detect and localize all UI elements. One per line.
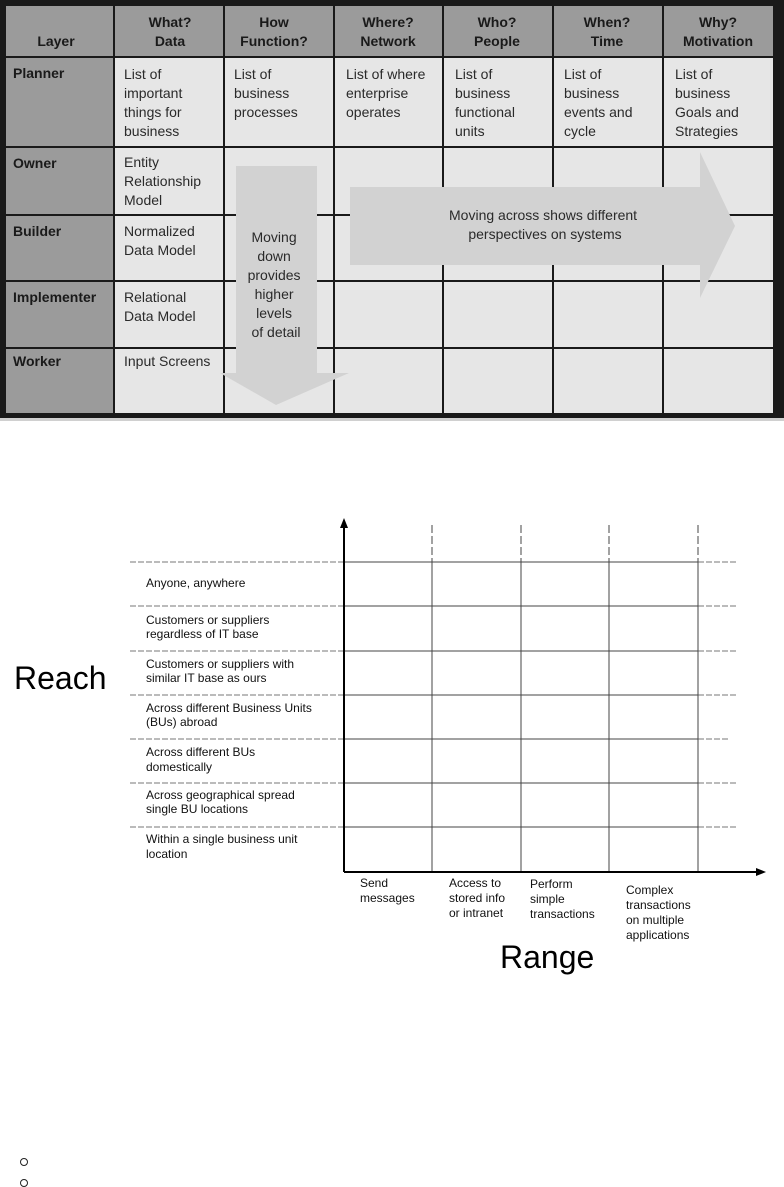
cell-planner-function: List of business processes [234,66,298,120]
layer-builder: Builder [13,223,62,239]
header-people: People [474,33,520,49]
empty-bullet-list [0,1150,784,1187]
header-network: Network [360,33,416,49]
zachman-bottom-shadow [0,418,784,421]
reach-level-6: Across geographical spread single BU locations [146,788,295,816]
range-column-separators [432,525,698,872]
hollow-bullet-icon [21,1180,28,1187]
reach-level-1: Anyone, anywhere [146,576,246,590]
range-level-1: Send messages [360,876,415,905]
range-level-4: Complex transactions on multiple applications [626,883,691,942]
hollow-bullet-icon [21,1159,28,1166]
range-axis-arrowhead [756,868,766,876]
cell-planner-data: List of important things for business [124,66,183,139]
reach-axis-title: Reach [14,660,107,696]
header-why: Why? [698,14,738,30]
zachman-framework-diagram [0,0,784,425]
reach-level-3: Customers or suppliers with similar IT base as ours [146,657,295,685]
header-when: When? [583,14,631,30]
range-axis-title: Range [500,939,595,975]
layer-implementer: Implementer [13,289,97,305]
reach-level-labels [146,576,315,861]
cell-planner-motivation: List of business Goals and Strategies [675,66,739,139]
header-layer-label: Layer [37,33,75,49]
header-where: Where? [362,14,414,30]
cell-implementer-data: Relational Data Model [124,289,196,324]
list-item [21,1180,28,1187]
reach-level-5: Across different BUs domestically [146,745,256,774]
range-level-2: Access to stored info or intranet [449,876,506,920]
header-motivation: Motivation [683,33,753,49]
reach-axis-arrowhead [340,518,348,528]
range-level-labels [360,876,694,942]
header-function: Function? [240,33,308,49]
reach-level-4: Across different Business Units (BUs) abroad [146,701,312,729]
cell-worker-data: Input Screens [124,353,211,369]
moving-down-caption: Moving down provides higher levels of detail [247,229,301,340]
reach-level-7: Within a single business unit location [146,832,298,861]
reach-range-diagram [0,510,784,980]
moving-across-caption: Moving across shows different perspectives on systems [449,207,638,242]
cell-planner-time: List of business events and cycle [564,66,633,139]
header-data: Data [154,33,186,49]
layer-owner: Owner [13,155,57,171]
cell-owner-data: Entity Relationship Model [124,154,202,208]
cell-planner-people: List of business functional units [455,66,515,139]
header-how: How [259,14,289,30]
cell-builder-data: Normalized Data Model [124,223,196,258]
layer-planner: Planner [13,65,65,81]
reach-level-2: Customers or suppliers regardless of IT base [146,613,270,641]
layer-worker: Worker [13,353,61,369]
header-who: Who? [477,14,517,30]
header-what: What? [148,14,192,30]
range-level-3: Perform simple transactions [530,877,595,921]
header-time: Time [590,33,624,49]
list-item [21,1159,28,1166]
cell-planner-network: List of where enterprise operates [346,66,426,120]
